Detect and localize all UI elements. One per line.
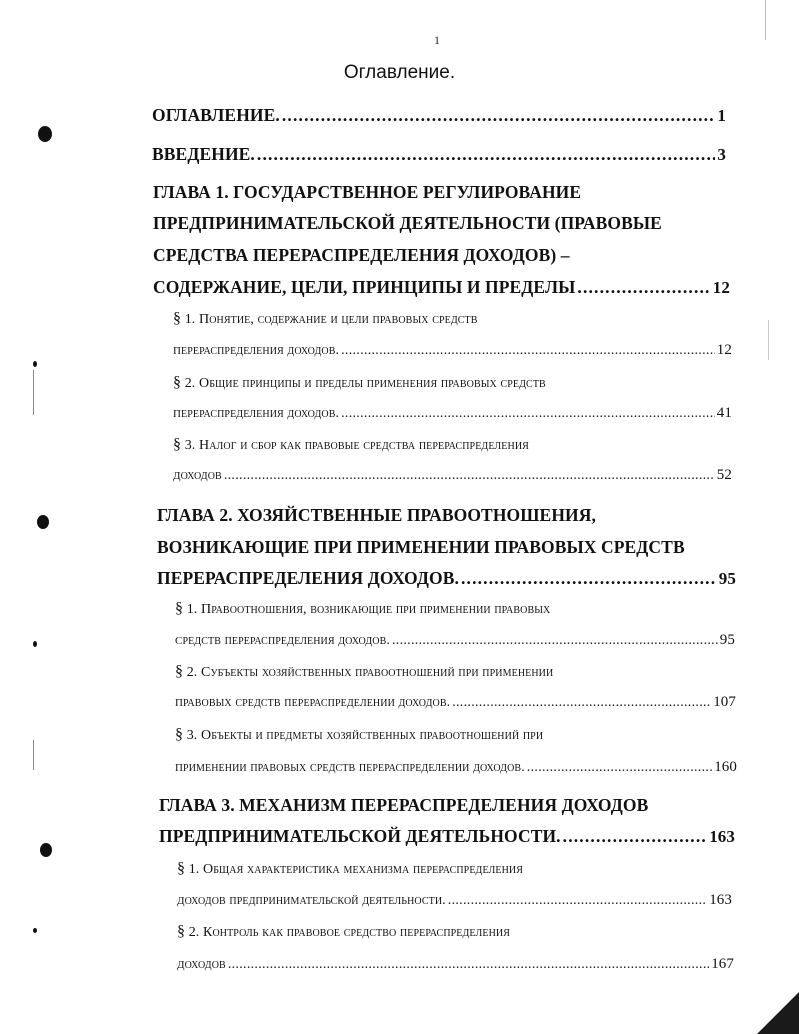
toc-page-number: 1	[717, 106, 726, 125]
dot-leader	[563, 825, 708, 847]
toc-entry-line: § 1. Общая характеристика механизма перераспределения	[177, 860, 524, 877]
scan-speck	[33, 641, 37, 647]
scan-speck	[40, 843, 52, 857]
toc-entry-line: § 2. Субъекты хозяйственных правоотношений при применении	[175, 663, 554, 680]
toc-page-number: 167	[711, 956, 734, 972]
dot-leader	[452, 692, 711, 714]
toc-page-number: 95	[718, 569, 736, 588]
toc-entry-line: ПЕРЕРАСПРЕДЕЛЕНИЯ ДОХОДОВ.	[157, 568, 459, 588]
toc-entry-line: § 2. Контроль как правовое средство перераспределения	[177, 923, 511, 940]
dot-leader	[448, 890, 707, 912]
toc-entry-line: § 2. Общие принципы и пределы применения правовых средств	[173, 374, 546, 391]
dot-leader	[228, 954, 709, 976]
toc-entry-line: применении правовых средств перераспределении доходов.	[175, 758, 525, 775]
dot-leader	[341, 340, 715, 362]
page-number: 1	[434, 33, 440, 47]
toc-entry-line: ОГЛАВЛЕНИЕ.	[152, 105, 280, 125]
toc-entry-line: СРЕДСТВА ПЕРЕРАСПРЕДЕЛЕНИЯ ДОХОДОВ) –	[153, 245, 570, 265]
toc-entry-line: доходов	[177, 955, 226, 972]
toc-page-number: 12	[712, 278, 730, 297]
dot-leader	[577, 276, 710, 298]
toc-entry-line: ВОЗНИКАЮЩИЕ ПРИ ПРИМЕНЕНИИ ПРАВОВЫХ СРЕДСТВ	[157, 537, 685, 557]
toc-entry-line: перераспределения доходов.	[173, 341, 340, 358]
toc-entry-introduction[interactable]	[152, 143, 726, 166]
toc-page-number: 52	[716, 467, 732, 483]
dot-leader	[341, 403, 715, 425]
dot-leader	[224, 465, 715, 487]
toc-page-number: 12	[716, 342, 732, 358]
scan-speck	[37, 515, 49, 529]
scan-edge-line	[33, 370, 34, 415]
dot-leader	[461, 567, 717, 589]
dot-leader	[527, 757, 712, 779]
toc-entry-line: ПРЕДПРИНИМАТЕЛЬСКОЙ ДЕЯТЕЛЬНОСТИ (ПРАВОВЫЕ	[153, 213, 662, 233]
toc-entry-line: ГЛАВА 1. ГОСУДАРСТВЕННОЕ РЕГУЛИРОВАНИЕ	[153, 182, 582, 202]
toc-page-number: 107	[713, 694, 736, 710]
toc-entry-line: ВВЕДЕНИЕ.	[152, 144, 255, 164]
scan-edge-line	[765, 0, 766, 40]
toc-entry-contents[interactable]	[152, 104, 726, 127]
scan-edge-line	[768, 320, 769, 360]
toc-entry-line: средств перераспределения доходов.	[175, 631, 390, 648]
toc-page-number: 95	[719, 632, 735, 648]
toc-entry-line: § 1. Правоотношения, возникающие при применении правовых	[175, 600, 551, 617]
dot-leader	[257, 143, 715, 165]
toc-page-number: 3	[717, 145, 726, 164]
toc-entry-line: доходов предпринимательской деятельности.	[177, 891, 446, 908]
toc-page-number: 41	[716, 405, 732, 421]
scan-speck	[38, 126, 52, 142]
toc-entry-line: § 3. Налог и сбор как правовые средства перераспределения	[173, 436, 529, 453]
page-corner-fold	[757, 992, 799, 1034]
toc-entry-line: СОДЕРЖАНИЕ, ЦЕЛИ, ПРИНЦИПЫ И ПРЕДЕЛЫ	[153, 277, 576, 297]
toc-entry-line: § 1. Понятие, содержание и цели правовых средств	[173, 310, 478, 327]
toc-page-number: 163	[709, 827, 735, 846]
dot-leader	[392, 630, 718, 652]
toc-entry-line: перераспределения доходов.	[173, 404, 340, 421]
toc-entry-line: § 3. Объекты и предметы хозяйственных правоотношений при	[175, 726, 544, 743]
scan-speck	[33, 928, 37, 933]
scan-edge-line	[33, 740, 34, 770]
toc-title: Оглавление.	[343, 62, 456, 83]
toc-entry-line: ПРЕДПРИНИМАТЕЛЬСКОЙ ДЕЯТЕЛЬНОСТИ.	[159, 826, 561, 846]
toc-entry-line: ГЛАВА 3. МЕХАНИЗМ ПЕРЕРАСПРЕДЕЛЕНИЯ ДОХОДОВ	[159, 795, 649, 815]
toc-entry-line: ГЛАВА 2. ХОЗЯЙСТВЕННЫЕ ПРАВООТНОШЕНИЯ,	[157, 505, 596, 525]
dot-leader	[282, 104, 716, 126]
toc-entry-line: правовых средств перераспределении доходов.	[175, 693, 451, 710]
scan-speck	[33, 361, 37, 367]
toc-page-number: 163	[709, 892, 732, 908]
toc-page-number: 160	[714, 759, 737, 775]
toc-entry-line: доходов	[173, 466, 222, 483]
